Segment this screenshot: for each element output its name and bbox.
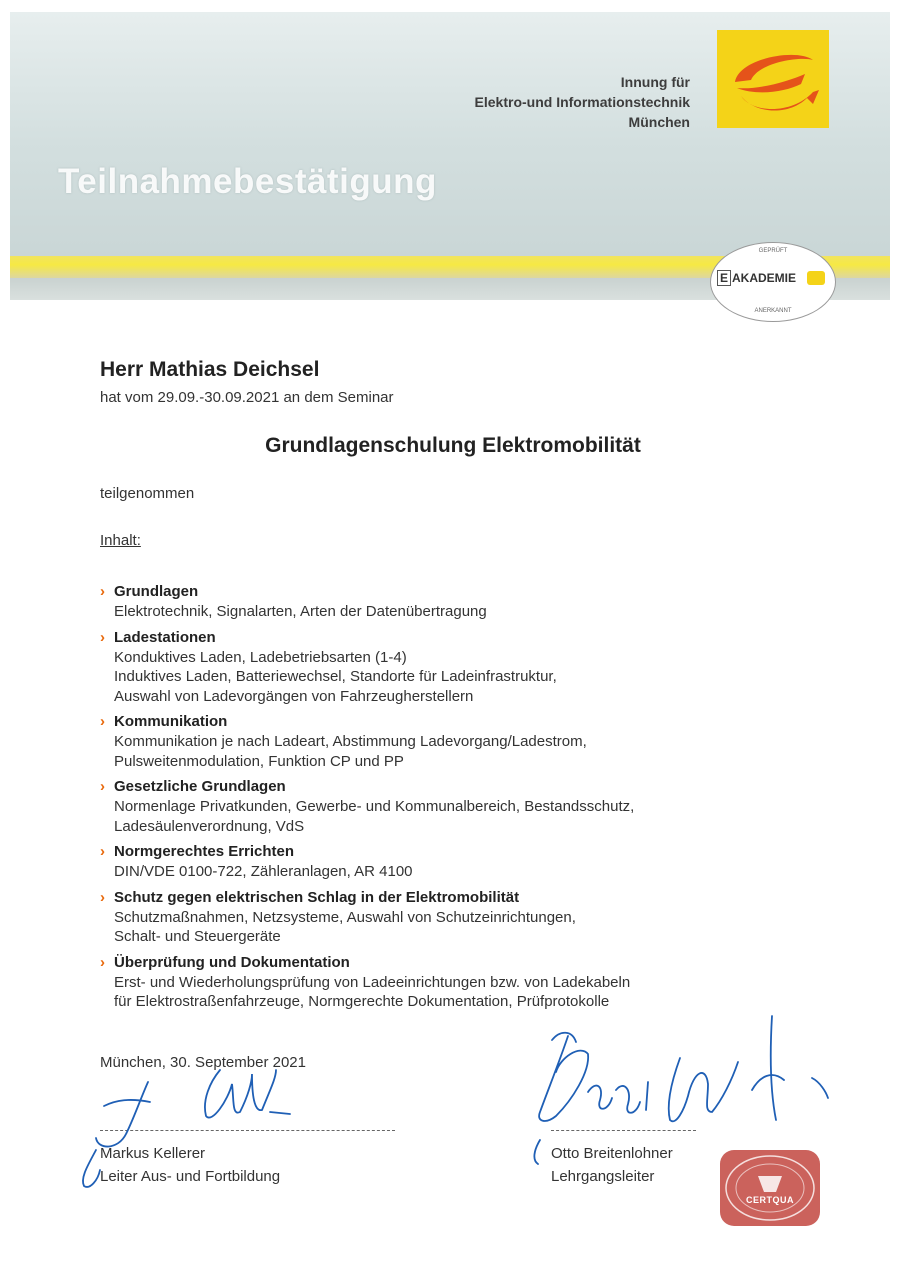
chevron-right-icon: › [100, 628, 105, 646]
content-section [100, 888, 740, 947]
period-text: hat vom 29.09.-30.09.2021 an dem Seminar [100, 389, 394, 406]
place-date: München, 30. September 2021 [100, 1054, 306, 1071]
contents-list [100, 582, 740, 1018]
left-signatory-name: Markus Kellerer [100, 1145, 206, 1162]
section-title: Grundlagen [114, 583, 199, 600]
e-logo [717, 30, 829, 128]
section-detail-line: Schutzmaßnahmen, Netzsysteme, Auswahl von Schutzeinrichtungen, [114, 908, 576, 926]
contents-label: Inhalt: [100, 532, 141, 549]
document-title: Teilnahmebestätigung [58, 162, 437, 201]
section-detail-line: Elektrotechnik, Signalarten, Arten der Datenübertragung [114, 603, 487, 620]
content-section [100, 712, 740, 771]
content-section [100, 953, 740, 1012]
certqua-label: CERTQUA [746, 1195, 794, 1205]
participated-text: teilgenommen [100, 485, 195, 502]
section-detail-line: für Elektrostraßenfahrzeuge, Normgerechte Dokumentation, Prüfprotokolle [114, 993, 610, 1010]
innung-name [475, 72, 690, 132]
chevron-right-icon: › [100, 583, 105, 600]
recipient-name: Herr Mathias Deichsel [100, 358, 320, 381]
seminar-title: Grundlagenschulung Elektromobilität [265, 434, 641, 457]
section-detail-line: Ladesäulenverordnung, VdS [114, 817, 305, 835]
section-detail-line: Schalt- und Steuergeräte [114, 928, 281, 945]
section-detail-line: Normenlage Privatkunden, Gewerbe- und Kommunalbereich, Bestandsschutz, [114, 798, 635, 815]
section-detail-line: Induktives Laden, Batteriewechsel, Standorte für Ladeinfrastruktur, [114, 668, 557, 685]
seal-top-text: GEPRÜFT [758, 248, 788, 254]
section-detail-line: Auswahl von Ladevorgängen von Fahrzeugherstellern [114, 687, 474, 705]
signature-right [534, 1016, 828, 1164]
signature-line-left [100, 1130, 395, 1131]
section-detail-line: Pulsweitenmodulation, Funktion CP und PP [114, 752, 404, 770]
e-logo-icon [717, 30, 829, 128]
section-heading [100, 628, 740, 648]
chevron-right-icon: › [100, 778, 105, 795]
content-section [100, 628, 740, 707]
chevron-right-icon: › [100, 843, 105, 860]
seal-e-letter: E [717, 270, 731, 286]
chevron-right-icon: › [100, 713, 105, 730]
section-detail-line: Erst- und Wiederholungsprüfung von Ladeeinrichtungen bzw. von Ladekabeln [114, 973, 631, 991]
section-title: Kommunikation [114, 713, 228, 730]
chevron-right-icon: › [100, 953, 105, 971]
section-heading [100, 842, 740, 862]
section-detail-line: Konduktives Laden, Ladebetriebsarten (1-4) [114, 648, 407, 666]
section-heading [100, 953, 740, 973]
left-signatory-role: Leiter Aus- und Fortbildung [100, 1168, 281, 1185]
chevron-right-icon: › [100, 888, 105, 906]
certqua-stamp [718, 1148, 822, 1228]
certqua-stamp-icon [718, 1148, 822, 1228]
section-heading [100, 888, 740, 908]
section-heading [100, 582, 740, 602]
seal-akademie-word: AKADEMIE [732, 271, 797, 285]
section-heading [100, 712, 740, 732]
section-detail-line: DIN/VDE 0100-722, Zähleranlagen, AR 4100 [114, 863, 413, 880]
akademie-seal [710, 242, 836, 322]
section-title: Ladestationen [114, 628, 216, 646]
seal-main-text [717, 270, 796, 286]
section-title: Überprüfung und Dokumentation [114, 953, 350, 971]
section-detail-line: Kommunikation je nach Ladeart, Abstimmung Ladevorgang/Ladestrom, [114, 733, 587, 750]
content-section [100, 842, 740, 882]
section-title: Normgerechtes Errichten [114, 843, 295, 860]
section-title: Gesetzliche Grundlagen [114, 778, 286, 795]
seal-logo-icon [807, 271, 825, 285]
right-signatory-role: Lehrgangsleiter [551, 1168, 655, 1185]
innung-line-1: Innung für [620, 74, 690, 90]
right-signatory-name: Otto Breitenlohner [551, 1145, 673, 1162]
innung-line-3: München [628, 114, 690, 130]
content-section [100, 777, 740, 836]
signature-line-right [551, 1130, 696, 1131]
seal-bottom-text: ANERKANNT [754, 308, 792, 314]
section-title: Schutz gegen elektrischen Schlag in der Elektromobilität [114, 888, 520, 906]
innung-line-2: Elektro-und Informationstechnik [474, 94, 690, 110]
content-section [100, 582, 740, 622]
section-heading [100, 777, 740, 797]
